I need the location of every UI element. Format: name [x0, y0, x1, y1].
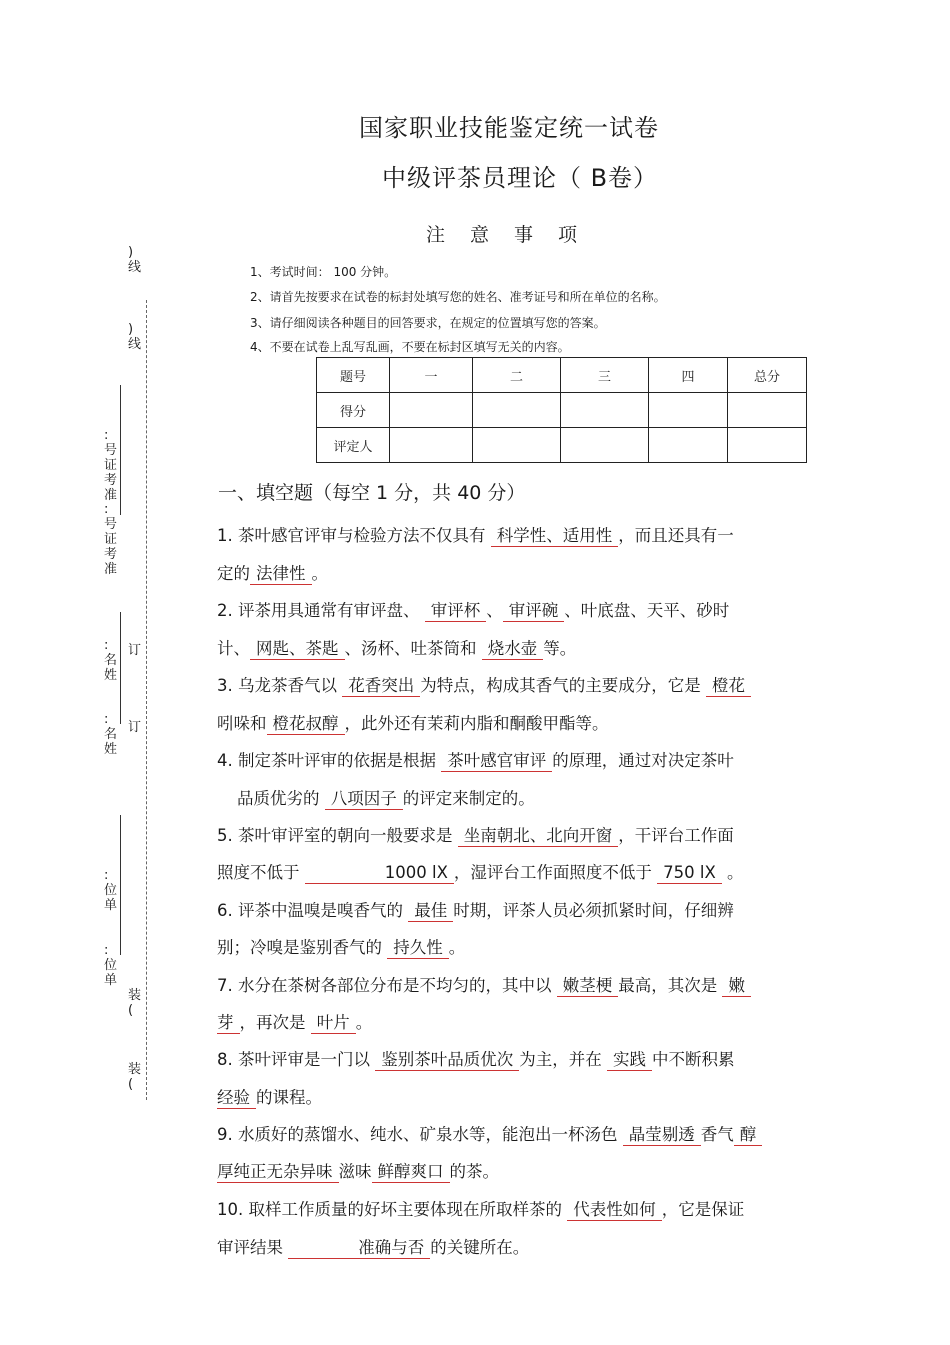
grader-cell[interactable] [390, 428, 473, 463]
answer-blank[interactable]: 最佳 [408, 902, 453, 922]
question-10-line-2: 审评结果 准确与否 的关键所在。 [217, 1238, 530, 1257]
question-9-line-1: 9. 水质好的蒸馏水、纯水、矿泉水等，能泡出一杯汤色 晶莹剔透 香气 醇 [217, 1121, 762, 1146]
grader-cell[interactable] [649, 428, 728, 463]
question-8-line-1: 8. 茶叶评审是一门以 鉴别茶叶品质优次 为主，并在 实践 中不断积累 [217, 1050, 735, 1069]
binding-line-dashed [146, 300, 147, 1100]
exam-title: 国家职业技能鉴定统一试卷 [359, 114, 659, 142]
answer-blank[interactable]: 八项因子 [325, 790, 403, 810]
answer-blank[interactable]: 科学性、适用性 [491, 527, 619, 547]
answer-blank[interactable]: 代表性如何 [567, 1201, 662, 1221]
margin-zhuang-2: 装( [128, 1062, 142, 1092]
question-6-line-1: 6. 评茶中温嗅是嗅香气的 最佳 时期，评茶人员必须抓紧时间，仔细辨 [217, 901, 734, 920]
margin-xian-1: )线 [128, 245, 142, 275]
question-5-line-1: 5. 茶叶审评室的朝向一般要求是 坐南朝北、北向开窗 ，干评台工作面 [217, 826, 734, 845]
notice-item-1: 1、考试时间： 100 分钟。 [250, 265, 397, 279]
notice-item-2: 2、请首先按要求在试卷的标封处填写您的姓名、准考证号和所在单位的名称。 [250, 290, 666, 304]
exam-subtitle: 中级评茶员理论（ B卷） [381, 164, 659, 192]
question-4-line-1: 4. 制定茶叶评审的依据是根据 茶叶感官审评 的原理，通过对决定茶叶 [217, 751, 734, 770]
answer-blank[interactable]: 厚纯正无杂异味 [217, 1163, 339, 1183]
score-cell[interactable] [728, 393, 807, 428]
score-table-header: 三 [561, 358, 649, 393]
score-table-header-row [317, 358, 807, 393]
score-cell[interactable] [561, 393, 649, 428]
question-6-line-2: 别；冷嗅是鉴别香气的 持久性 。 [217, 938, 466, 957]
answer-blank[interactable]: 嫩茎梗 [557, 977, 619, 997]
margin-ding-2: 订 [128, 720, 142, 735]
answer-blank[interactable]: 网匙、茶匙 [250, 640, 345, 660]
question-8-line-2: 经验 的课程。 [217, 1088, 322, 1107]
score-cell[interactable] [473, 393, 561, 428]
section-1-title: 一、填空题（每空 1 分，共 40 分） [218, 482, 526, 504]
answer-blank[interactable]: 晶莹剔透 [623, 1126, 701, 1146]
score-table-header: 四 [649, 358, 728, 393]
answer-blank[interactable]: 鉴别茶叶品质优次 [375, 1051, 519, 1071]
score-cell[interactable] [390, 393, 473, 428]
answer-blank[interactable]: 橙花 [706, 677, 751, 697]
score-table-header: 二 [473, 358, 561, 393]
score-table-header: 一 [390, 358, 473, 393]
margin-danwei-1: :位单 [104, 868, 118, 913]
question-3-line-1: 3. 乌龙茶香气以 花香突出 为特点，构成其香气的主要成分，它是 橙花 [217, 672, 751, 697]
answer-blank[interactable]: 花香突出 [342, 677, 420, 697]
question-3-line-2: 吲哚和 橙花叔醇 ，此外还有茉莉内脂和酮酸甲酯等。 [217, 714, 609, 733]
answer-blank[interactable]: 橙花叔醇 [267, 715, 345, 735]
answer-blank[interactable]: 醇 [734, 1126, 763, 1146]
answer-blank[interactable]: 叶片 [311, 1014, 356, 1034]
question-4-line-2: 品质优劣的 八项因子 的评定来制定的。 [237, 789, 535, 808]
answer-blank[interactable]: 实践 [607, 1051, 652, 1071]
margin-xingming-2: :名姓 [104, 712, 118, 757]
question-7-line-2: 芽 ，再次是 叶片 。 [217, 1013, 373, 1032]
binding-line-solid-2 [120, 612, 121, 724]
answer-blank[interactable]: 芽 [217, 1014, 240, 1034]
score-table-header: 题号 [317, 358, 390, 393]
binding-line-solid-3 [120, 815, 121, 955]
answer-blank[interactable]: 1000 lX [305, 864, 454, 884]
margin-kaozheng-1: :号证考准 [104, 428, 118, 503]
score-table-row [317, 393, 807, 428]
answer-blank[interactable]: 鲜醇爽口 [372, 1163, 450, 1183]
question-10-line-1: 10. 取样工作质量的好坏主要体现在所取样茶的 代表性如何 ，它是保证 [217, 1200, 745, 1219]
answer-blank[interactable]: 经验 [217, 1089, 256, 1109]
question-2-line-1: 2. 评茶用具通常有审评盘、 审评杯 、 审评碗 、叶底盘、天平、砂时 [217, 601, 730, 620]
grader-row-label: 评定人 [317, 428, 390, 463]
margin-ding-1: 订 [128, 643, 142, 658]
margin-zhuang-1: 装( [128, 988, 142, 1018]
answer-blank[interactable]: 烧水壶 [482, 640, 544, 660]
question-9-line-2: 厚纯正无杂异味 滋味 鲜醇爽口 的茶。 [217, 1162, 499, 1181]
margin-xian-2: )线 [128, 322, 142, 352]
question-2-line-2: 计、 网匙、茶匙 、汤杯、吐茶筒和 烧水壶 等。 [217, 639, 577, 658]
margin-kaozheng-2: :号证考准 [104, 502, 118, 577]
answer-blank[interactable]: 持久性 [387, 939, 449, 959]
notice-heading: 注意事项 [426, 224, 603, 246]
answer-blank[interactable]: 准确与否 [288, 1239, 430, 1259]
answer-blank[interactable]: 750 lX [657, 864, 722, 884]
score-table [316, 357, 807, 463]
answer-blank[interactable]: 坐南朝北、北向开窗 [458, 827, 619, 847]
answer-blank[interactable]: 审评碗 [503, 602, 565, 622]
question-7-line-1: 7. 水分在茶树各部位分布是不均匀的，其中以 嫩茎梗 最高，其次是 嫩 [217, 972, 751, 997]
grader-cell[interactable] [473, 428, 561, 463]
answer-blank[interactable]: 法律性 [250, 565, 312, 585]
question-1-line-1: 1. 茶叶感官评审与检验方法不仅具有 科学性、适用性 ，而且还具有一 [217, 526, 734, 545]
score-cell[interactable] [649, 393, 728, 428]
question-5-line-2: 照度不低于 1000 lX ，湿评台工作面照度不低于 750 lX 。 [217, 863, 744, 882]
score-table-row [317, 428, 807, 463]
grader-cell[interactable] [561, 428, 649, 463]
grader-cell[interactable] [728, 428, 807, 463]
answer-blank[interactable]: 嫩 [722, 977, 751, 997]
margin-xingming-1: :名姓 [104, 638, 118, 683]
score-row-label: 得分 [317, 393, 390, 428]
notice-item-4: 4、不要在试卷上乱写乱画，不要在标封区填写无关的内容。 [250, 340, 570, 354]
answer-blank[interactable]: 审评杯 [425, 602, 487, 622]
question-1-line-2: 定的 法律性 。 [217, 564, 328, 583]
margin-danwei-2: :位单 [104, 943, 118, 988]
binding-line-solid-1 [120, 385, 121, 515]
answer-blank[interactable]: 茶叶感官审评 [441, 752, 552, 772]
score-table-header: 总分 [728, 358, 807, 393]
notice-item-3: 3、请仔细阅读各种题目的回答要求，在规定的位置填写您的答案。 [250, 316, 606, 330]
